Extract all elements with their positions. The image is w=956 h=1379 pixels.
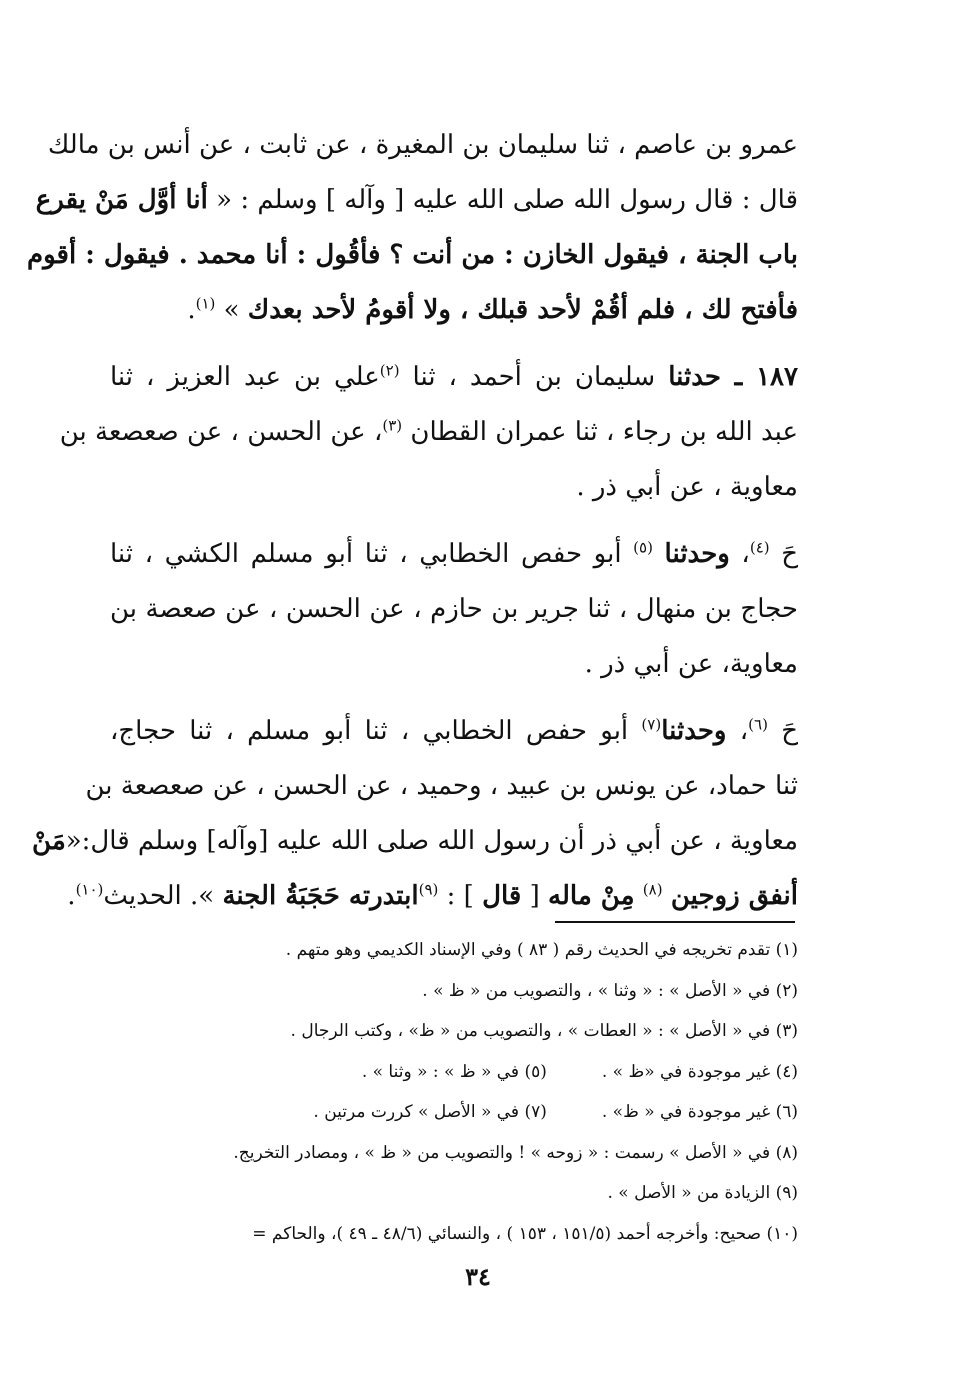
paragraph-3 <box>110 527 798 692</box>
footnote-6: (٦) غير موجودة في « ظ» . <box>601 1102 798 1122</box>
footnote-5: (٥) في « ظ » : « وثنا » . <box>361 1061 547 1082</box>
footnote-marker: (٣) <box>382 416 403 435</box>
text-line: أنفق زوجين $^{(٨)}$ مِنْ ماله [ قال ] : $^{(٩)}$ابتدرته حَجَبَةُ الجنة ». الحديث$^{(١٠)}$. <box>67 880 798 911</box>
footnote-marker: (٢) <box>379 361 400 380</box>
text-line: معاوية ، عن أبي ذر . <box>576 472 798 502</box>
paragraph-gap <box>110 692 798 704</box>
footnote-marker: (٨) <box>642 880 663 899</box>
bold-text: فأفتح لك ، فلم أقُمْ لأحد قبلك ، ولا أقومُ لأحد بعدك <box>247 295 798 325</box>
paragraph-gap <box>110 515 798 527</box>
text-line: عبد الله بن رجاء ، ثنا عمران القطان $^{(٣)}$، عن الحسن ، عن صعصعة بن <box>59 416 798 447</box>
bold-text: قال <box>482 881 522 911</box>
footnote-marker: (٥) <box>633 538 653 557</box>
footnote-separator <box>555 921 795 923</box>
main-text <box>27 118 798 924</box>
bold-text: مَنْ <box>32 826 66 856</box>
text-line <box>27 228 798 283</box>
bold-text: أنفق زوجين <box>670 881 798 911</box>
bold-text: ١٨٧ ـ حدثنا <box>668 362 798 392</box>
bold-text: وحدثنا <box>664 539 730 569</box>
text-line: حَ $^{(٤)}$، وحدثنا $^{(٥)}$ أبو حفص الخطابي ، ثنا أبو مسلم الكشي ، ثنا <box>110 538 798 569</box>
bold-text: مِنْ ماله <box>548 881 635 911</box>
footnote-1: (١) تقدم تخريجه في الحديث رقم ( ٨٣ ) وفي الإسناد الكديمي وهو متهم . <box>285 940 798 960</box>
footnote-marker: (٩) <box>418 880 439 899</box>
footnote-row-6-7 <box>110 1092 798 1133</box>
bold-text: ابتدرته حَجَبَةُ الجنة <box>222 881 419 911</box>
paragraph-1 <box>27 118 798 338</box>
text-line: ثنا حماد، عن يونس بن عبيد ، وحميد ، عن الحسن ، عن صعصعة بن <box>85 771 798 801</box>
footnotes <box>110 930 798 1254</box>
footnote-4: (٤) غير موجودة في «ظ » . <box>601 1061 798 1082</box>
footnote-marker: (١٠) <box>75 880 104 899</box>
paragraph-4 <box>32 704 798 924</box>
footnote-row-4-5 <box>110 1052 798 1093</box>
text-line: ١٨٧ ـ حدثنا سليمان بن أحمد ، ثنا $^{(٢)}$علي بن عبد العزيز ، ثنا <box>110 361 798 392</box>
footnote-2: (٢) في « الأصل » : « وثنا » ، والتصويب من « ظ » . <box>422 980 798 1001</box>
text-line: عمرو بن عاصم ، ثنا سليمان بن المغيرة ، عن ثابت ، عن أنس بن مالك <box>47 130 798 160</box>
bold-text: باب الجنة ، فيقول الخازن : من أنت ؟ فأقُول : أنا محمد . فيقول : أقوم <box>27 240 798 270</box>
footnote-8: (٨) في « الأصل » رسمت : « زوحه » ! والتصويب من « ظ » ، ومصادر التخريج. <box>233 1142 798 1163</box>
text-line: قال : قال رسول الله صلى الله عليه [ وآله ] وسلم : « أنا أوَّل مَنْ يقرع <box>35 185 798 215</box>
page-number: ٣٤ <box>465 1262 491 1291</box>
paragraph-gap <box>110 338 798 350</box>
text-line: معاوية ، عن أبي ذر أن رسول الله صلى الله عليه [وآله] وسلم قال:«مَنْ <box>32 826 798 856</box>
text-line: معاوية، عن أبي ذر . <box>584 649 798 679</box>
text-line: فأفتح لك ، فلم أقُمْ لأحد قبلك ، ولا أقومُ لأحد بعدك » $^{(١)}$. <box>187 294 798 325</box>
footnote-marker: (٤) <box>749 538 770 557</box>
footnote-marker: (٧) <box>641 715 662 734</box>
footnote-3: (٣) في « الأصل » : « العطات » ، والتصويب من « ظ» ، وكتب الرجال . <box>290 1021 798 1041</box>
bold-text: وحدثنا <box>661 716 727 746</box>
footnote-marker: (٦) <box>748 715 768 734</box>
footnote-marker: (١) <box>195 294 216 313</box>
footnote-9: (٩) الزيادة من « الأصل » . <box>607 1183 798 1203</box>
text-line: حَ $^{(٦)}$، وحدثنا$^{(٧)}$ أبو حفص الخطابي ، ثنا أبو مسلم ، ثنا حجاج، <box>110 715 798 746</box>
paragraph-2 <box>59 350 798 515</box>
footnote-10: (١٠) صحيح: وأخرجه أحمد (١٥١/٥ ، ١٥٣ ) ، والنسائي (٤٨/٦ ـ ٤٩ )، والحاكم = <box>252 1223 798 1244</box>
text-line: حجاج بن منهال ، ثنا جرير بن حازم ، عن الحسن ، عن صعصة بن <box>110 594 798 624</box>
bold-text: أنا أوَّل مَنْ يقرع <box>35 185 208 215</box>
footnote-7: (٧) في « الأصل » كررت مرتين . <box>313 1102 547 1122</box>
